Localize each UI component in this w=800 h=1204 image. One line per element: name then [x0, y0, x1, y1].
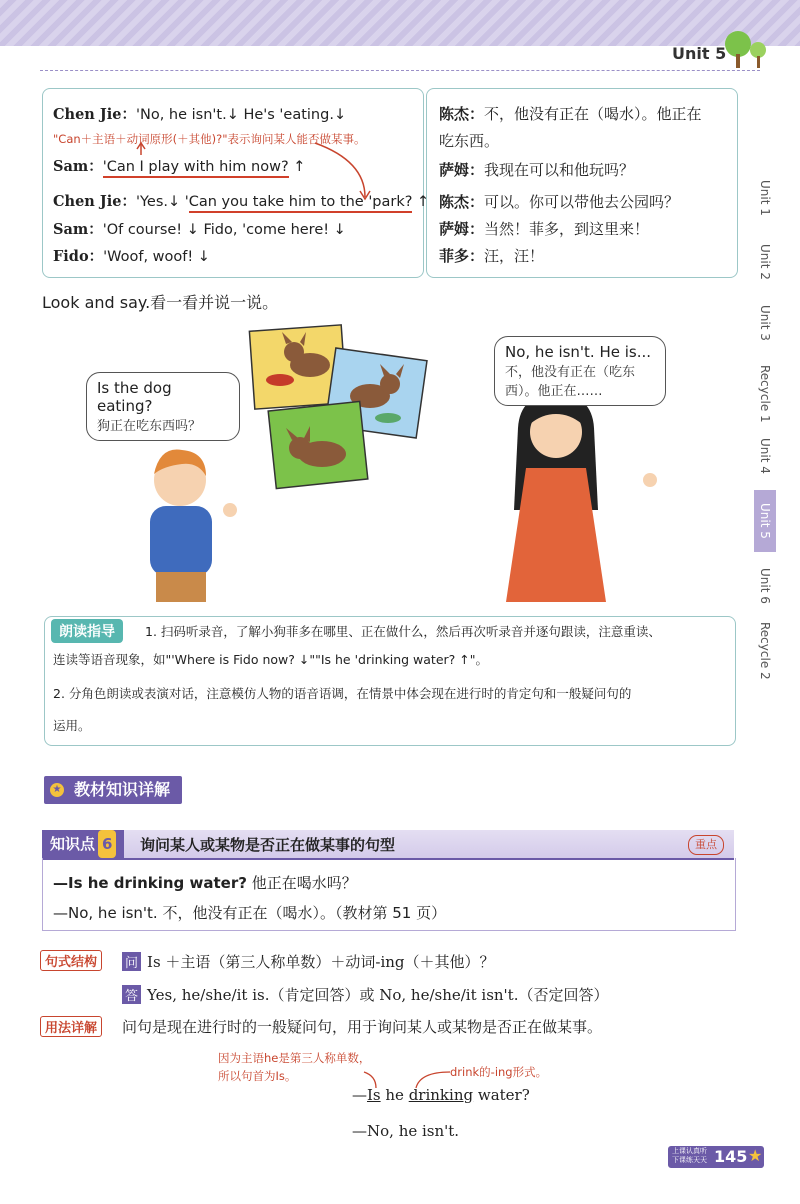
unit-label: Unit 5: [672, 44, 727, 63]
guide-line-2: 连读等语音现象，如"'Where is Fido now? ↓""Is he 'drinking water? ↑"。: [53, 652, 488, 667]
dialogue-line-5: Fido：'Woof, woof! ↓: [53, 248, 210, 265]
grammar-note: "Can＋主语＋动词原形(＋其他)?"表示询问某人能否做某事。: [53, 132, 366, 146]
side-tab-unit4[interactable]: Unit 4: [758, 438, 772, 474]
usage-tag: 用法详解: [40, 1016, 102, 1037]
reading-guide-box: [44, 616, 736, 746]
page-number-badge: [668, 1146, 764, 1168]
annotation-subject-2: 所以句首为Is。: [218, 1069, 297, 1083]
knowledge-example-box: [42, 858, 736, 931]
section-header: 教材知识详解: [44, 776, 182, 804]
boy-bubble-en: Is the dog eating?: [97, 379, 172, 415]
translation-line: 陈杰：可以。你可以带他去公园吗？: [439, 193, 680, 211]
boy-speech-bubble: [86, 372, 240, 441]
translation-box: [426, 88, 738, 278]
boy-bubble-zh: 狗正在吃东西吗？: [97, 419, 202, 434]
guide-line-1: 1. 扫码听录音，了解小狗菲多在哪里、正在做什么，然后再次听录音并逐句跟读，注意重读、: [145, 624, 661, 639]
side-tab-recycle1[interactable]: Recycle 1: [758, 365, 772, 423]
dog-card-sleeping: [268, 401, 368, 488]
girl-speech-bubble: [494, 336, 666, 406]
knowledge-point-title: 询问某人或某物是否正在做某事的句型: [140, 836, 396, 854]
tree-icon: [722, 28, 770, 72]
translation-line: 吃东西。: [439, 132, 500, 150]
dialogue-line-4: Sam：'Of course! ↓ Fido, 'come here! ↓: [53, 221, 346, 238]
structure-answer: 答 Yes, he/she/it is.（肯定回答）或 No, he/she/it isn't.（否定回答）: [122, 984, 608, 1005]
dialogue-line-1: Chen Jie：'No, he isn't.↓ He's 'eating.↓: [53, 106, 347, 123]
star-icon: ★: [748, 1146, 763, 1165]
annotated-answer: —No, he isn't.: [352, 1122, 460, 1140]
dialogue-line-3: Chen Jie：'Yes.↓ 'Can you take him to the 'park? ↑: [53, 190, 429, 211]
example-question: —Is he drinking water? 他正在喝水吗？: [53, 874, 357, 892]
translation-line: 陈杰：不，他没有正在（喝水）。他正在: [439, 105, 702, 123]
annotation-ing: drink的-ing形式。: [450, 1065, 548, 1079]
header-divider: [40, 70, 760, 71]
usage-text: 问句是现在进行时的一般疑问句，用于询问某人或某物是否正在做某事。: [122, 1018, 603, 1036]
translation-line: 萨姆：当然！菲多，到这里来！: [439, 220, 650, 238]
star-icon: ★: [50, 783, 64, 797]
example-answer: —No, he isn't. 不，他没有正在（喝水）。（教材第 51 页）: [53, 904, 447, 922]
side-tab-unit6[interactable]: Unit 6: [758, 568, 772, 604]
girl-figure: [506, 394, 657, 602]
knowledge-point-tag: 知识点 6: [42, 830, 124, 858]
note-arrows: [135, 141, 375, 211]
structure-tag: 句式结构: [40, 950, 102, 971]
annotation-subject-1: 因为主语he是第三人称单数，: [218, 1051, 371, 1065]
girl-bubble-zh-2: 西）。他正在……: [505, 384, 603, 399]
dialogue-box: [42, 88, 430, 278]
side-tab-unit1[interactable]: Unit 1: [758, 180, 772, 216]
reading-guide-tag: 朗读指导: [51, 619, 123, 643]
guide-line-3: 2. 分角色朗读或表演对话，注意模仿人物的语音语调，在情景中体会现在进行时的肯定句和一般疑问句的: [53, 686, 632, 701]
annotated-question: —Is he drinking water?: [352, 1086, 530, 1104]
header-band: [0, 0, 800, 46]
translation-line: 萨姆：我现在可以和他玩吗？: [439, 161, 635, 179]
side-tab-unit5[interactable]: Unit 5: [754, 490, 776, 552]
dialogue-line-2: Sam：'Can I play with him now? ↑: [53, 155, 305, 176]
girl-bubble-zh-1: 不，他没有正在（吃东: [505, 365, 636, 380]
side-tab-unit3[interactable]: Unit 3: [758, 305, 772, 341]
page-number: 145: [714, 1147, 748, 1166]
footer-slogan: 上课认真听 下课练天天: [672, 1147, 707, 1164]
boy-figure: [150, 450, 237, 603]
girl-bubble-en: No, he isn't. He is...: [505, 343, 652, 361]
key-point-badge: 重点: [688, 835, 724, 855]
guide-line-4: 运用。: [53, 718, 91, 733]
side-tab-unit2[interactable]: Unit 2: [758, 244, 772, 280]
translation-line: 菲多：汪，汪！: [439, 247, 545, 265]
side-tab-recycle2[interactable]: Recycle 2: [758, 622, 772, 680]
knowledge-point-number: 6: [98, 830, 116, 858]
structure-question: 问 Is ＋主语（第三人称单数）＋动词-ing（＋其他）？: [122, 951, 495, 972]
look-and-say-heading: Look and say.看一看并说一说。: [42, 293, 279, 312]
